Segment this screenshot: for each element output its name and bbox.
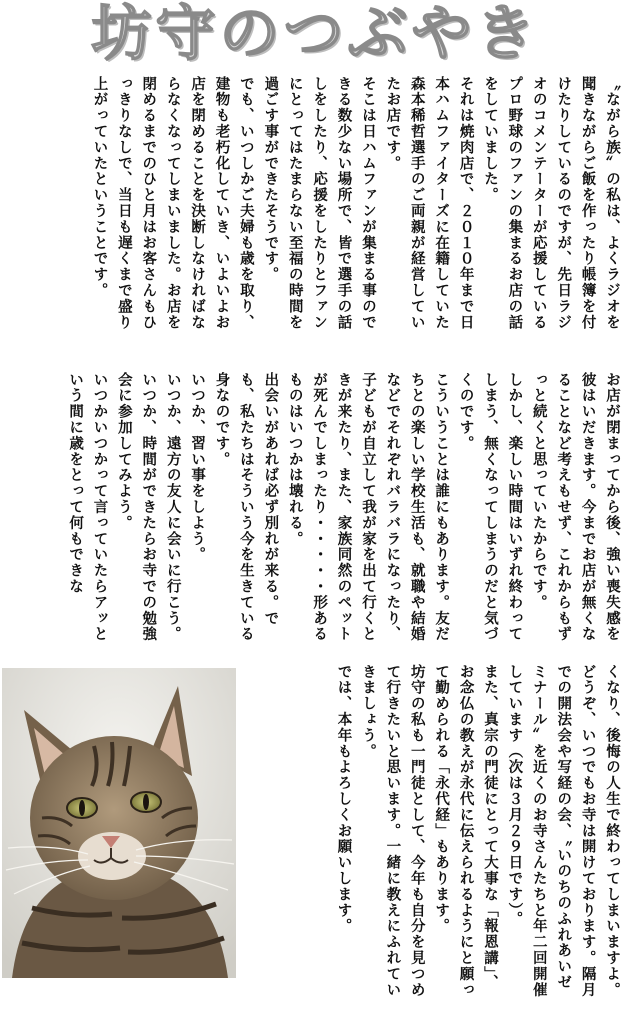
paragraph: こういうことは誰にもあります。友だちとの楽しい学校生活も、就職や結婚などでそれぞれバラバラになったり、子どもが自立して我が家を出て行くときが来たり、また、家族同然のペットが死んでしまったり・・・・・形あるものはいつかは壊れる。 bbox=[286, 372, 450, 643]
paragraph: お店が閉まってから後、強い喪失感を彼はいだきます。今までお店が無くなることなど考えもせず、これからもずっと続くと思っていたからです。 bbox=[530, 372, 620, 643]
paragraph: では、本年もよろしくお願いします。 bbox=[335, 664, 352, 935]
paragraph: 坊守の私も一門徒として、今年も自分を見つめて行きたいと思います。一緒に教えにふれていきましょう。 bbox=[359, 664, 425, 998]
paragraph: くなり、後悔の人生で終わってしまいますよ。 bbox=[604, 664, 620, 998]
paragraph: でも、いつしかご夫婦も歳を取り、建物も老朽化していき、いよいよお店を閉めることを決断しなければならなくなってしまいました。お店を閉めるまでのひと月はお客さんもひっきりなしで、当日も遅くまで盛り上がっていたということです。 bbox=[91, 76, 254, 331]
cat-photo bbox=[2, 668, 236, 978]
paragraph: いつかいつかって言っていたらアッという間に歳をとって何もできな bbox=[67, 372, 108, 643]
paragraph: 出会いがあれば必ず別れが来る。でも、私たちはそういう今を生きている身なのです。 bbox=[213, 372, 279, 643]
paragraph: しかし、楽しい時間はいずれ終わってしまう、無くなってしまうのだと気づくのです。 bbox=[457, 372, 523, 643]
paragraph: いつか、遠方の友人に会いに行こう。 bbox=[164, 372, 181, 643]
paragraph: それは焼肉店で、２０１０年まで日本ハムファイターズに在籍していた森本稀哲選手のご両親が経営していたお店です。 bbox=[384, 76, 474, 331]
paragraph: いつか、時間ができたらお寺での勉強会に参加してみよう。 bbox=[115, 372, 157, 643]
paragraph: いつか、習い事をしよう。 bbox=[189, 372, 206, 563]
paragraph: どうぞ、いつでもお寺は開けております。隔月での開法会や写経の会、〝いのちのふれあいゼミナール〟を近くのお寺さんたちと年二回開催しています（次は３月２９日です）。 bbox=[506, 664, 596, 998]
paragraph: また、真宗の門徒にとって大事な「報恩講」、お念仏の教えが永代に伝えられるようにと願って勤められる「永代経」もあります。 bbox=[433, 664, 498, 998]
page-title: 坊守のつぶやき bbox=[91, 0, 540, 69]
article-block-top bbox=[8, 76, 624, 346]
article-block-middle bbox=[8, 372, 624, 648]
paragraph: 〝ながら族〟の私は、よくラジオを聞きながらご飯を作ったり帳簿を付けたりしているのですが、先日ラジオのコメンテーターが応援しているプロ野球のファンの集まるお店の話をしていました。 bbox=[481, 76, 620, 331]
paragraph: そこは日ハムファンが集まる事のできる数少ない場所で、皆で選手の話しをしたり、応援をしたりとファンにとってはたまらない至福の時間を過ごす事ができたそうです。 bbox=[262, 76, 376, 331]
article-block-bottom bbox=[256, 664, 624, 1004]
